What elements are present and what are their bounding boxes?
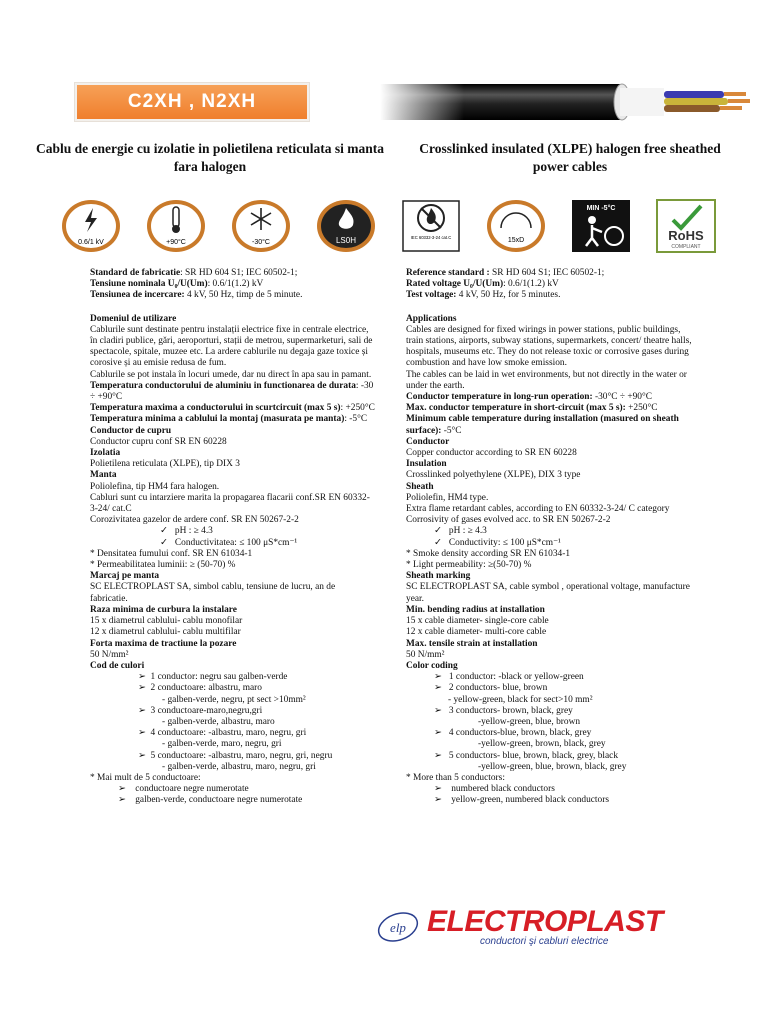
conductivity-line: ✓ Conductivitatea: ≤ 100 μS*cm⁻¹ bbox=[160, 537, 298, 548]
applications-text: Cablurile sunt destinate pentru instalații electrice fixe in centrale electrice, în cladiri publice, gări, aeroporturi, stații de metrou, supermarketuri, sali de spectacole, spitale, muzee etc. La ardere cablurile nu degaja gaze toxice și corosive și au emisie redusa de fum. Cablurile se pot instala în locuri umede, dar nu direct în apa sau in pamant. bbox=[90, 324, 373, 380]
voltage-icon bbox=[60, 198, 122, 254]
pull-text: 50 N/mm² bbox=[90, 649, 129, 660]
title-english: Crosslinked insulated (XLPE) halogen free sheathed power cables bbox=[419, 141, 721, 174]
thermometer-icon bbox=[145, 198, 207, 254]
pull-title: Max. tensile strain at installation bbox=[406, 638, 538, 649]
more-1: ➢ conductoare negre numerotate bbox=[118, 784, 249, 795]
iec-label: IEC 60332-3-24 cat.C bbox=[410, 235, 452, 240]
marking-title: Sheath marking bbox=[406, 571, 471, 582]
conductor-title: Conductor de cupru bbox=[90, 425, 172, 436]
smoke-line: * Densitatea fumului conf. SR EN 61034-1 bbox=[90, 548, 253, 559]
min-install-temp-icon bbox=[570, 198, 632, 254]
electroplast-logo bbox=[372, 905, 672, 947]
color-5b: - galben-verde, albastru, maro, negru, gri bbox=[162, 761, 316, 772]
snowflake-icon bbox=[230, 198, 292, 254]
applications-title: Applications bbox=[406, 313, 457, 324]
title-romanian: Cablu de energie cu izolatie in polietilena reticulata si manta fara halogen bbox=[35, 141, 385, 174]
color-1: ➢ 1 conductor: -black or yellow-green bbox=[434, 672, 584, 683]
voltage-line: Tensiune nominala U₀/U(Um): 0.6/1(1.2) kV bbox=[90, 279, 264, 290]
feature-icons bbox=[60, 198, 720, 254]
color-5: ➢ 5 conductors- blue, brown, black, grey, black bbox=[434, 750, 619, 761]
color-4: ➢ 4 conductoare: -albastru, maro, negru, gri bbox=[138, 728, 307, 739]
pull-title: Forta maxima de tractiune la pozare bbox=[90, 638, 237, 649]
ph-line: ✓ pH : ≥ 4.3 bbox=[160, 526, 213, 537]
color-title: Color coding bbox=[406, 660, 458, 671]
bending-title: Raza minima de curbura la instalare bbox=[90, 604, 237, 615]
applications-text: Cables are designed for fixed wirings in power stations, public buildings, train stations, airports, subway stations, supermarkets, concert/ theatre halls, hospitals, museums etc. They do not release toxic or corrosive gases during combustion and have low smoke emission. The cables can be laid in wet environments, but not directly in the water or under the earth. bbox=[406, 324, 692, 391]
color-2: ➢ 2 conductors- blue, brown bbox=[434, 683, 548, 694]
more-conductors: * Mai mult de 5 conductoare: bbox=[90, 772, 201, 783]
color-3b: -yellow-green, blue, brown bbox=[478, 716, 581, 727]
sheath-title: Manta bbox=[90, 470, 117, 481]
standard-line: Reference standard : SR HD 604 S1; IEC 60502-1; bbox=[406, 268, 605, 278]
marking-text: SC ELECTROPLAST SA, simbol cablu, tensiune de lucru, an de fabricatie. bbox=[90, 582, 336, 604]
product-codes: C2XH , N2XH bbox=[127, 91, 257, 112]
color-title: Cod de culori bbox=[90, 660, 145, 671]
bending-text: 15 x diametrul cablului- cablu monofilar 12 x diametrul cablului- cablu multifilar bbox=[90, 616, 243, 638]
pull-text: 50 N/mm² bbox=[406, 649, 445, 660]
more-1: ➢ numbered black conductors bbox=[434, 784, 555, 795]
more-2: ➢ galben-verde, conductoare negre numerotate bbox=[118, 795, 303, 806]
bending-title: Min. bending radius at installation bbox=[406, 604, 545, 615]
rohs-sublabel: COMPLIANT bbox=[671, 244, 701, 250]
sheath-title: Sheath bbox=[406, 481, 434, 492]
max-temp-label: +90°C bbox=[166, 239, 186, 246]
ls0h-label: LS0H bbox=[335, 236, 357, 245]
light-line: * Permeabilitatea luminii: ≥ (50-70) % bbox=[90, 560, 236, 571]
insulation-text: Polietilena reticulata (XLPE), tip DIX 3 bbox=[90, 459, 240, 470]
fire-ls0h-icon bbox=[315, 198, 377, 254]
voltage-label: 0.6/1 kV bbox=[78, 239, 104, 246]
sheath-text: Poliolefina, tip HM4 fara halogen. Cabluri sunt cu intarziere marita la propagarea flacarii conf.SR EN 60332-3-24/ cat.C Corozivitatea gazelor de ardere conf. SR EN 50267-2-2 bbox=[90, 481, 370, 526]
sheath-text: Poliolefin, HM4 type. Extra flame retardant cables, according to EN 60332-3-24/ C category Corrosivity of gases evolved acc. to SR EN 50267-2-2 bbox=[406, 492, 670, 526]
english-column bbox=[406, 268, 696, 807]
color-2b: - yellow-green, black for sect>10 mm² bbox=[448, 694, 593, 705]
flame-retardant-icon bbox=[400, 198, 462, 254]
temp-short-line: Temperatura maxima a conductorului in scurtcircuit (max 5 s): +250°C bbox=[90, 403, 375, 414]
cable-image bbox=[380, 82, 768, 122]
rohs-icon bbox=[655, 198, 717, 254]
bending-text: 15 x cable diameter- single-core cable 12 x cable diameter- multi-core cable bbox=[406, 616, 549, 638]
applications-title: Domeniul de utilizare bbox=[90, 313, 177, 324]
conductivity-line: ✓ Conductivity: ≤ 100 μS*cm⁻¹ bbox=[434, 537, 561, 548]
rohs-label: RoHS bbox=[668, 228, 704, 243]
elp-logo-icon bbox=[372, 905, 428, 947]
color-2b: - galben-verde, negru, pt sect >10mm² bbox=[162, 694, 306, 705]
color-5: ➢ 5 conductoare: -albastru, maro, negru, gri, negru bbox=[138, 750, 333, 761]
more-conductors: * More than 5 conductors: bbox=[406, 772, 505, 783]
light-line: * Light permeability: ≥(50-70) % bbox=[406, 560, 532, 571]
min-temp-label: -30°C bbox=[252, 239, 270, 246]
min-install-label: MIN -5°C bbox=[586, 205, 616, 212]
color-4: ➢ 4 conductors-blue, brown, black, grey bbox=[434, 728, 592, 739]
test-voltage-line: Tensiunea de incercare: 4 kV, 50 Hz, timp de 5 minute. bbox=[90, 290, 303, 301]
color-2: ➢ 2 conductoare: albastru, maro bbox=[138, 683, 262, 694]
logo-mark: elp bbox=[390, 920, 406, 935]
smoke-line: * Smoke density according SR EN 61034-1 bbox=[406, 548, 571, 559]
color-4b: -yellow-green, brown, black, grey bbox=[478, 739, 606, 750]
standard-line: Standard de fabricatie: SR HD 604 S1; IEC 60502-1; bbox=[90, 268, 298, 278]
temp-min-line: Minimum cable temperature during installation (masured on sheath surface): -5°C bbox=[406, 414, 679, 436]
color-3: ➢ 3 conductors- brown, black, grey bbox=[434, 705, 573, 716]
product-code-banner bbox=[74, 82, 310, 122]
marking-title: Marcaj pe manta bbox=[90, 571, 160, 582]
logo-tagline: conductori şi cabluri electrice bbox=[480, 936, 609, 947]
insulation-title: Insulation bbox=[406, 459, 447, 470]
color-3: ➢ 3 conductoare-maro,negru,gri bbox=[138, 705, 263, 716]
conductor-text: Copper conductor according to SR EN 60228 bbox=[406, 448, 577, 459]
romanian-column bbox=[90, 268, 375, 807]
insulation-title: Izolatia bbox=[90, 448, 121, 459]
color-4b: - galben-verde, maro, negru, gri bbox=[162, 739, 282, 750]
test-voltage-line: Test voltage: 4 kV, 50 Hz, for 5 minutes. bbox=[406, 290, 561, 301]
color-3b: - galben-verde, albastru, maro bbox=[162, 716, 275, 727]
conductor-title: Conductor bbox=[406, 436, 450, 447]
logo-name: ELECTROPLAST bbox=[427, 905, 663, 938]
insulation-text: Crosslinked polyethylene (XLPE), DIX 3 type bbox=[406, 470, 581, 481]
bending-label: 15xD bbox=[507, 237, 525, 244]
color-1: ➢ 1 conductor: negru sau galben-verde bbox=[138, 672, 288, 683]
temp-long-line: Temperatura conductorului de aluminiu in functionarea de durata: -30 ÷ +90°C bbox=[90, 380, 374, 403]
temp-min-line: Temperatura minima a cablului la montaj (masurata pe manta): -5°C bbox=[90, 414, 368, 425]
color-5b: -yellow-green, blue, brown, black, grey bbox=[478, 761, 627, 772]
conductor-text: Conductor cupru conf SR EN 60228 bbox=[90, 436, 227, 447]
bending-radius-icon bbox=[485, 198, 547, 254]
more-2: ➢ yellow-green, numbered black conductors bbox=[434, 795, 609, 806]
temp-short-line: Max. conductor temperature in short-circuit (max 5 s): +250°C bbox=[406, 403, 658, 414]
temp-long-line: Conductor temperature in long-run operation: -30°C ÷ +90°C bbox=[406, 392, 652, 403]
voltage-line: Rated voltage U₀/U(Um): 0.6/1(1.2) kV bbox=[406, 279, 559, 290]
ph-line: ✓ pH : ≥ 4.3 bbox=[434, 526, 487, 537]
marking-text: SC ELECTROPLAST SA, cable symbol , operational voltage, manufacture year. bbox=[406, 582, 690, 604]
